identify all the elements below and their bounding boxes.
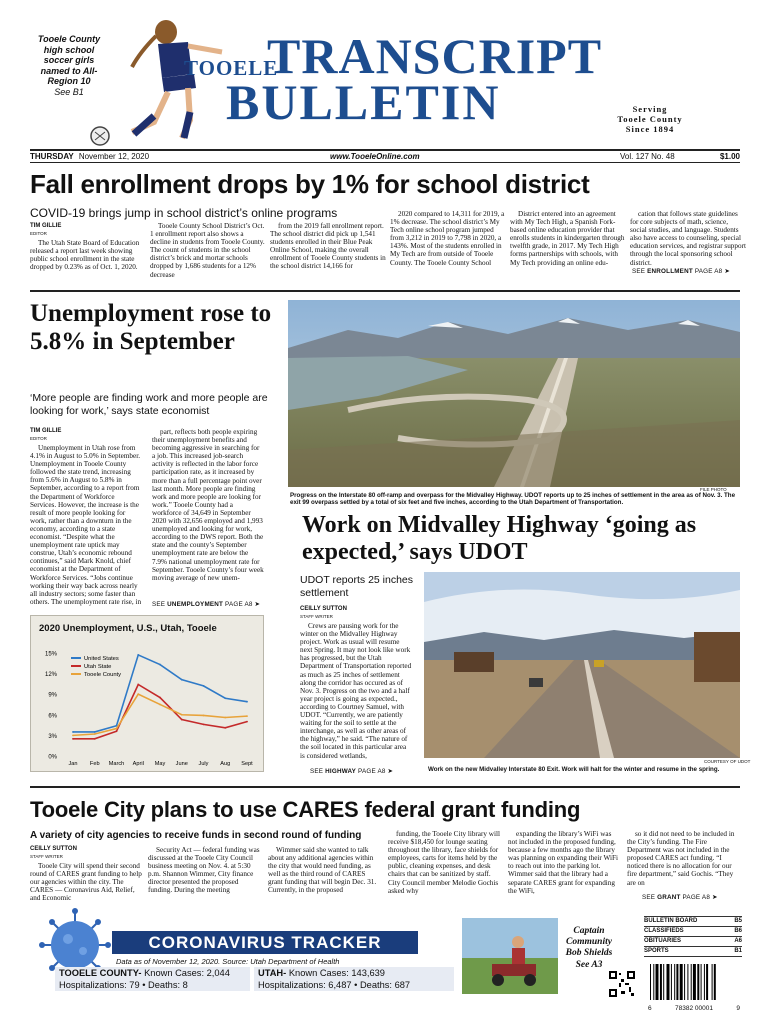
highway-jump-link[interactable]	[310, 768, 393, 775]
highway-construction-photo	[424, 572, 740, 758]
lead-jump-link[interactable]	[632, 268, 730, 275]
highway-column	[300, 622, 412, 760]
utah-cases: Known Cases: 143,639	[288, 968, 385, 978]
unemployment-column-1	[30, 444, 142, 606]
barcode-digits: 78382 00001	[675, 1005, 713, 1012]
data-point	[94, 731, 96, 733]
data-point	[137, 654, 139, 656]
y-tick-label: 9%	[48, 692, 57, 699]
see-key: ENROLLMENT	[647, 268, 693, 275]
lead-column-4	[390, 210, 506, 267]
unemployment-byline	[30, 428, 61, 442]
x-tick-label: March	[108, 761, 125, 767]
legend-label: United States	[84, 656, 119, 662]
barcode-bar	[656, 964, 659, 1000]
unemployment-text: part, reflects both people expiring their unemployment benefits and becoming aggressive in searching for a job. This increased job-search activity is reflected in the labor force participation rate, as it increased by more than a full percentage point over last month. More people are finding work and more people are looking for work.” Tooele County had a workforce of 34,649 in September 2020 with 32,656 employed and 1,993 unemployed and looking for work, according to the DWS report. Both the state and the county’s September unemployment rate are below the 7.9% national unemployment rate for September. Tooele County’s four week moving average of new unem-	[152, 428, 264, 582]
data-point	[181, 719, 183, 721]
data-point	[72, 731, 74, 733]
highway-text: Crews are pausing work for the winter on the Midvalley Highway project. Work as usual will resume next Spring. It may not look like work has progressed, but the Utah Department of Transportation reported as much as 25 inches of settlement along the corridor has occured as of Nov. 3. Progress on the two and a half year project is going as expected., according to Courtney Samuel, with UDOT. “Currently, we are patiently waiting for the soil to settle at the interchange, as well as other areas of the highway,” he said. “The nature of the soil located in this particular area is considered wetlands,	[300, 622, 412, 760]
barcode-bar	[693, 964, 696, 1000]
x-tick-label: July	[198, 761, 209, 767]
cares-text: funding, the Tooele City library will receive $18,450 for lounge seating throughout the library, face shields for employees, carts for items held by the public, cleaning expenses, and desk chairs that can be sanitized by staff. City Council member Melodie Gochis asked why	[388, 830, 500, 895]
y-tick-label: 6%	[48, 713, 57, 720]
tracker-utah-panel	[254, 967, 454, 991]
barcode-bar	[706, 964, 708, 1000]
masthead-transcript: TRANSCRIPT	[267, 28, 603, 84]
chart-title: 2020 Unemployment, U.S., Utah, Tooele	[39, 623, 217, 634]
serving-line: Since 1894	[625, 124, 675, 134]
highway-byline	[300, 606, 347, 620]
data-point	[246, 715, 248, 717]
lead-column-1	[30, 239, 146, 271]
lead-byline	[30, 223, 61, 237]
teaser-text: Tooele County high school soccer girls named to All-Region 10	[37, 34, 101, 86]
data-point	[203, 685, 205, 687]
unemployment-text: Unemployment in Utah rose from 4.1% in August to 5.0% in September. Unemployment in Tooele County followed the state trend, increasing from 5.6% in August to 5.8% in September, according to a report from the Department of Workforce Services. However, the increase is the result of more people looking for work, rather than a downturn in the economy, according to a state economist. “Despite what the unemployment rate uptick may construe, Utah’s economic rebound continues,” said Mark Knold, chief economist at the Department of Workforce Services. “Jobs continue working their way back across nearly all industry sectors; some faster than others. The unemployment rate rise, in	[30, 444, 142, 606]
lead-column-5	[510, 210, 626, 267]
x-tick-label: Jan	[68, 761, 78, 767]
lead-text: cation that follows state guidelines for core subjects of math, science, social studies, and language. Students also have access to counseling, special education services, and registrar support through the local sponsoring school district.	[630, 210, 746, 267]
unemployment-jump-link[interactable]	[152, 601, 260, 608]
cares-headline[interactable]: Tooele City plans to use CARES federal grant funding	[30, 797, 581, 822]
see-key: UNEMPLOYMENT	[167, 601, 224, 608]
masthead-tooele: TOOELE	[184, 56, 279, 80]
dateline-day: THURSDAY	[30, 152, 74, 161]
x-tick-label: May	[154, 761, 166, 767]
utah-label: UTAH-	[258, 968, 287, 978]
data-point	[72, 738, 74, 740]
lead-subhead: COVID-19 brings jump in school district’s online programs	[30, 206, 338, 220]
highway-headline[interactable]: Work on Midvalley Highway ‘going as expected,’ says UDOT	[302, 512, 697, 565]
barcode-bar	[697, 964, 699, 1000]
data-point	[224, 717, 226, 719]
byline-title: STAFF WRITER	[300, 614, 333, 619]
barcode-bar	[687, 964, 688, 1000]
cares-column-4	[388, 830, 500, 895]
serving-line: Tooele County	[617, 114, 683, 124]
data-point	[181, 714, 183, 716]
data-point	[203, 715, 205, 717]
data-point	[246, 701, 248, 703]
highway-subhead: UDOT reports 25 inches settlement	[300, 574, 414, 599]
captain-community-photo	[462, 918, 558, 994]
index-item[interactable]	[644, 916, 742, 927]
cares-text: expanding the library’s WiFi was not included in the proposed funding, because a few months ago the library was planning on expanding their WiFi to reach out into the parking lot. Wimmer said that the library had a separate CARES grant for expanding the WiFi,	[508, 830, 618, 895]
data-point	[116, 730, 118, 732]
unemployment-subhead: ‘More people are finding work and more people are looking for work,’ says state economist	[30, 392, 268, 417]
teaser-see: See B1	[54, 86, 84, 97]
x-tick-label: June	[175, 761, 188, 767]
cares-column-5	[508, 830, 620, 895]
see-label: SEE	[310, 768, 324, 775]
masthead-serving	[600, 104, 700, 134]
index-label: SPORTS	[644, 948, 669, 954]
data-point	[94, 738, 96, 740]
tracker-tooele-panel	[55, 967, 250, 991]
cares-text: Security Act — federal funding was discussed at the Tooele City Council business meeting on Nov. 4. at 5:30 p.m. Shannon Wimmer, City finance director presented the proposed funding. During the meeting	[148, 846, 260, 895]
lead-text: The Utah State Board of Education released a report last week showing public school enrollment in the state dropped by 0.23% as of Oct. 1, 2020.	[30, 239, 140, 272]
see-label: SEE	[632, 268, 646, 275]
upc-barcode	[648, 964, 740, 1012]
unemployment-headline[interactable]: Unemployment rose to 5.8% in September	[30, 300, 272, 355]
byline-title: STAFF WRITER	[30, 854, 63, 859]
byline-name: TIM GILLIE	[30, 223, 62, 229]
data-point	[159, 664, 161, 666]
lead-column-3	[270, 222, 386, 271]
lead-text: District entered into an agreement with My Tech High, a Spanish Fork-based online education provider that enrolls students in kindergarten through twelfth grade, in 2017. My Tech High forms partnerships with schools, with My Tech providing an online edu-	[510, 210, 625, 267]
cares-column-3	[268, 846, 380, 895]
x-tick-label: Aug	[220, 761, 231, 767]
barcode-bar	[667, 964, 670, 1000]
series-line	[73, 694, 247, 735]
see-label: SEE	[152, 601, 166, 608]
index-label: CLASSIFIEDS	[644, 928, 684, 934]
x-tick-label: Sept	[241, 761, 253, 767]
index-page: B1	[734, 948, 742, 954]
barcode-bar	[653, 964, 654, 1000]
barcode-bar	[712, 964, 713, 1000]
cares-subhead: A variety of city agencies to receive funds in second round of funding	[30, 830, 362, 841]
barcode-bar	[660, 964, 662, 1000]
index-box	[644, 916, 742, 957]
see-page: PAGE A8 ➤	[682, 894, 718, 901]
barcode-bar	[684, 964, 685, 1000]
cares-text: Wimmer said she wanted to talk about any additional agencies within the city that would need funding, as well as the third round of CARES grant funding that will begin Dec. 31. Currently, in the proposed	[268, 846, 377, 895]
cares-byline	[30, 846, 77, 860]
cares-column-1	[30, 862, 142, 902]
data-point	[116, 728, 118, 730]
promo-title: Captain Community Bob Shields	[565, 926, 613, 958]
data-point	[94, 733, 96, 735]
section-rule	[30, 786, 740, 788]
dateline-date: November 12, 2020	[78, 152, 150, 161]
tooele-label: TOOELE COUNTY-	[59, 968, 142, 978]
barcode-bar	[650, 964, 651, 1000]
utah-hosp: Hospitalizations: 6,487 • Deaths: 687	[258, 979, 411, 990]
see-page: PAGE A8 ➤	[225, 601, 261, 608]
index-page: A6	[734, 938, 742, 944]
lead-text: 2020 compared to 14,311 for 2019, a 1% decrease. The school district’s My Tech online school program jumped from 3,212 in 2019 to 7,798 in 2020, a 143%. Most of the students enrolled in My Tech are from outside of Tooele County. The Tooele County School	[390, 210, 505, 267]
promo-text[interactable]	[558, 926, 620, 971]
masthead-bulletin: BULLETIN	[226, 74, 501, 130]
photo2-caption: Work on the new Midvalley Interstate 80 Exit. Work will halt for the winter and resume in the spring.	[428, 766, 720, 773]
cares-text: Tooele City will spend their second round of CARES grant funding to help our agencies within the city. The CARES — Coronavirus Aid, Relief, and Economic	[30, 862, 142, 903]
promo-see: See A3	[575, 960, 603, 970]
barcode-bar	[704, 964, 705, 1000]
barcode-bar	[691, 964, 692, 1000]
data-point	[224, 697, 226, 699]
cares-jump-link[interactable]	[642, 894, 717, 901]
barcode-suffix: 9	[736, 1005, 740, 1012]
y-tick-label: 12%	[44, 672, 57, 678]
website-link[interactable]: www.TooeleOnline.com	[330, 152, 420, 161]
y-tick-label: 15%	[44, 651, 57, 658]
highway-aerial-photo	[288, 300, 740, 487]
tracker-banner	[112, 931, 418, 954]
data-point	[137, 693, 139, 695]
see-label: SEE	[642, 894, 656, 901]
see-key: GRANT	[657, 894, 681, 901]
x-tick-label: Feb	[89, 761, 100, 767]
qr-code	[609, 971, 635, 997]
photo1-credit: FILE PHOTO	[700, 487, 727, 492]
y-tick-label: 0%	[48, 754, 57, 761]
tracker-title: CORONAVIRUS TRACKER	[148, 933, 382, 952]
byline-title: EDITOR	[30, 231, 47, 236]
dateline	[30, 151, 740, 162]
masthead-teaser[interactable]	[30, 34, 108, 97]
index-page: B6	[734, 928, 742, 934]
photo1-caption: Progress on the Interstate 80 off-ramp and overpass for the Midvalley Highway. UDOT reports up to 25 inches of settlement in the area as of Nov. 3. The exit 99 overpass settled by a total of six feet and five inches, according to the Utah Department of Transportation.	[290, 492, 736, 507]
x-tick-label: April	[132, 761, 144, 767]
data-point	[246, 721, 248, 723]
data-point	[159, 697, 161, 699]
byline-name: CEILLY SUTTON	[30, 846, 77, 852]
data-point	[72, 734, 74, 736]
barcode-bar	[714, 964, 716, 1000]
see-key: HIGHWAY	[325, 768, 357, 775]
chart-plot	[31, 616, 265, 773]
index-item[interactable]	[644, 927, 742, 937]
tracker-date: Data as of November 12, 2020. Source: Utah Department of Health	[116, 957, 340, 966]
cares-column-2	[148, 846, 260, 895]
barcode-bar	[671, 964, 672, 1000]
barcode-bar	[701, 964, 702, 1000]
legend-label: Tooele County	[84, 672, 122, 678]
byline-name: CEILLY SUTTON	[300, 606, 347, 612]
data-point	[203, 723, 205, 725]
barcode-bar	[663, 964, 664, 1000]
byline-name: TIM GILLIE	[30, 428, 62, 434]
volume-number: Vol. 127 No. 48	[620, 152, 675, 161]
tooele-hosp: Hospitalizations: 79 • Deaths: 8	[59, 979, 188, 990]
data-point	[224, 727, 226, 729]
barcode-bar	[674, 964, 675, 1000]
cares-text: so it did not need to be included in the City’s funding. The Fire Department was not included in the proposed CARES act funding. “I noticed there is no allocation for our fire department,” said Gochis. “They are on	[627, 830, 735, 887]
lead-column-2	[150, 222, 266, 279]
data-point	[137, 684, 139, 686]
data-point	[159, 704, 161, 706]
unemployment-column-2	[152, 428, 264, 582]
barcode-bar	[680, 964, 683, 1000]
index-item[interactable]	[644, 947, 742, 957]
cares-column-6	[627, 830, 741, 887]
index-item[interactable]	[644, 937, 742, 947]
section-rule	[30, 290, 740, 292]
see-page: PAGE A8 ➤	[358, 768, 393, 775]
index-label: OBITUARIES	[644, 938, 682, 944]
see-page: PAGE A8 ➤	[694, 268, 730, 275]
y-tick-label: 3%	[48, 733, 57, 740]
unemployment-chart	[30, 615, 264, 772]
lead-column-6	[630, 210, 746, 267]
barcode-prefix: 6	[648, 1005, 652, 1012]
photo2-credit: COURTESY OF UDOT	[704, 759, 751, 764]
data-point	[181, 679, 183, 681]
legend-label: Utah State	[84, 664, 112, 670]
lead-text: Tooele County School District’s Oct. 1 enrollment report also shows a decline in students from Tooele County. The count of students in the school district’s brick and mortar schools dropped by 1,686 students for a 12% decrease	[150, 222, 265, 279]
lead-text: from the 2019 fall enrollment report. The school district did pick up 1,541 students enrolled in their Blue Peak Online School, making the overall enrollment of Tooele County students in the school district 14,166 for	[270, 222, 386, 271]
dateline-rule	[30, 162, 740, 163]
byline-title: EDITOR	[30, 436, 47, 441]
tooele-cases: Known Cases: 2,044	[144, 968, 230, 978]
index-label: BULLETIN BOARD	[644, 918, 698, 924]
price: $1.00	[719, 152, 740, 161]
index-page: B5	[734, 918, 742, 924]
barcode-bar	[676, 964, 678, 1000]
serving-line: Serving	[632, 104, 668, 114]
lead-headline[interactable]: Fall enrollment drops by 1% for school district	[30, 169, 590, 199]
